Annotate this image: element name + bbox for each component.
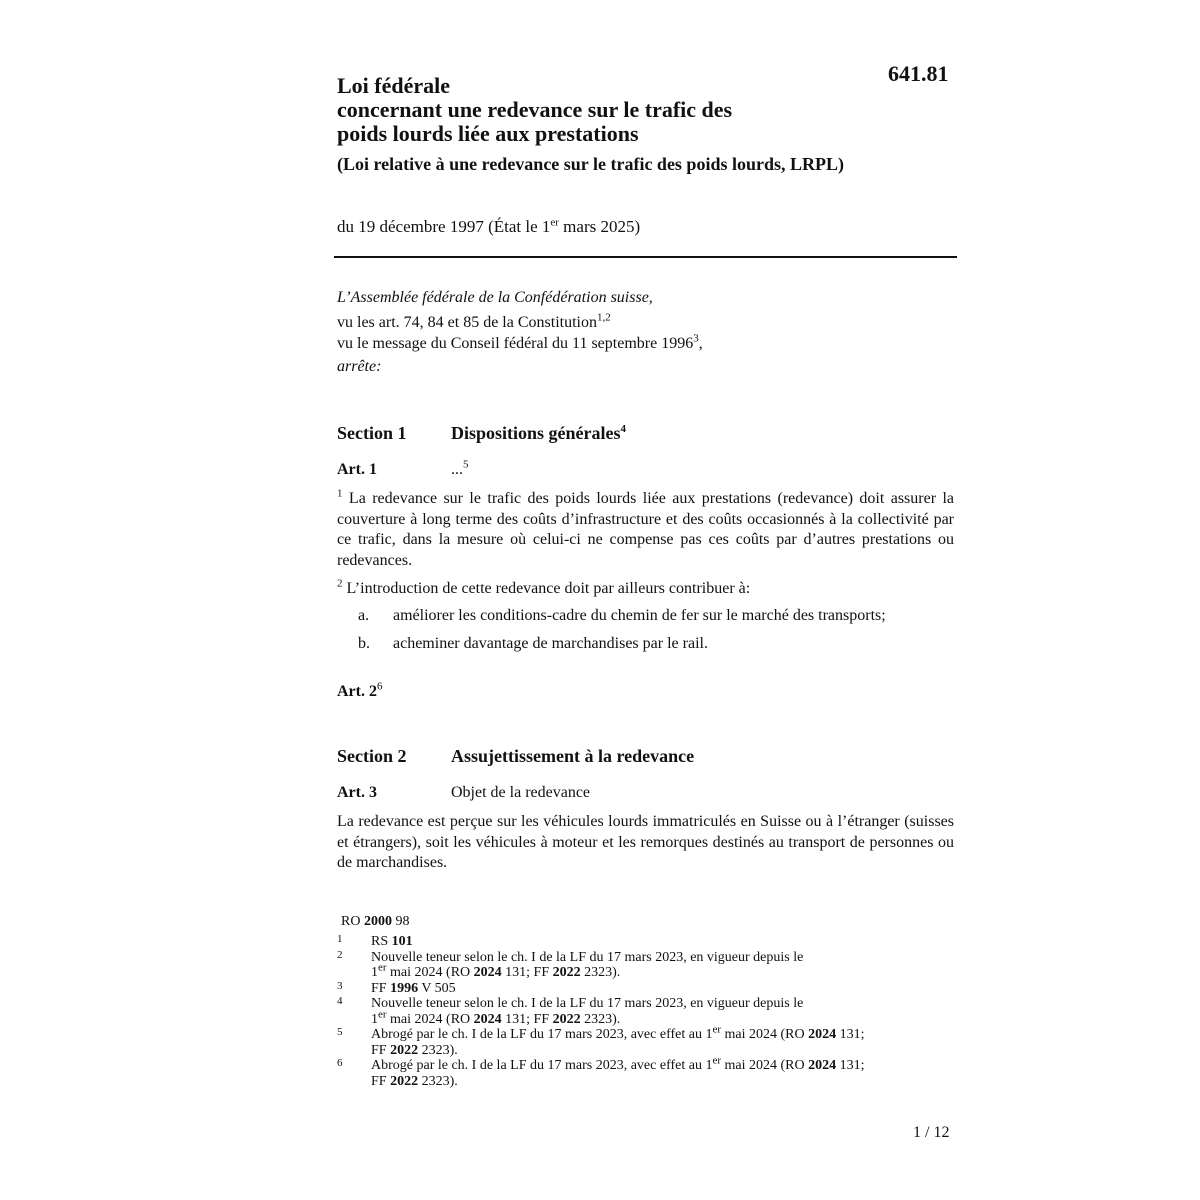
section-title: Assujettissement à la redevance (451, 746, 695, 766)
official-compilation-ref: RO 2000 98 (341, 914, 410, 929)
footnote (337, 1054, 957, 1089)
section-title: Dispositions générales (451, 423, 621, 443)
preamble-decides: arrête: (337, 358, 382, 375)
footnote (337, 981, 957, 997)
footnote-line: RS 101 (371, 934, 413, 949)
header-rule (334, 256, 957, 258)
footnote-line: Nouvelle teneur selon le ch. I de la LF du 17 mars 2023, en vigueur depuis le (371, 996, 804, 1011)
section-label: Section 1 (337, 423, 407, 443)
section-label: Section 2 (337, 746, 407, 766)
list-item: a. améliorer les conditions-cadre du chemin de fer sur le marché des transports; (358, 607, 886, 624)
footnote-number: 4 (337, 995, 343, 1007)
footnote-number: 3 (337, 979, 343, 992)
article-1-paragraph-1: $^1$ La redevance sur le trafic des poids lourds liée aux prestations (redevance) doit assurer la couverture à long terme des coûts d’infrastructure et des coûts occasionnés à la collectivité par ce trafic, dans la mesure où celui-ci ne compense pas ces coûts par d’autres prestations ou redevances. (337, 487, 955, 569)
law-title (337, 74, 732, 146)
footnote-line: Abrogé par le ch. I de la LF du 17 mars 2023, avec effet au 1er mai 2024 (RO 2024 131; (371, 1054, 865, 1073)
preamble-assembly: L’Assemblée fédérale de la Confédération suisse, (337, 289, 653, 306)
law-subtitle: (Loi relative à une redevance sur le trafic des poids lourds, LRPL) (337, 154, 844, 174)
article-title: ... (451, 461, 463, 478)
preamble-constitution: vu les art. 74, 84 et 85 de la Constitution$^{1,2}$ (337, 311, 611, 331)
footnote-line: 1er mai 2024 (RO 2024 131; FF 2022 2323). (371, 961, 621, 980)
footnote-number: 5 (337, 1026, 343, 1038)
law-date: du 19 décembre 1997 (État le 1er mars 2025) (337, 216, 641, 236)
footnote-line: FF 2022 2323). (371, 1042, 458, 1058)
article-3-text: La redevance est perçue sur les véhicules lourds immatriculés en Suisse ou à l’étranger (suisses et étrangers), soit les véhicules à moteur et les remorques destinés au transport de personnes ou de marchandises. (337, 813, 954, 871)
section-2-heading (337, 746, 694, 767)
page-number: 1 / 12 (913, 1124, 950, 1141)
article-label: Art. 2 (337, 683, 377, 700)
footnote-line: FF 1996 V 505 (371, 980, 456, 996)
footnote (337, 996, 957, 1027)
article-title: Objet de la redevance (451, 784, 591, 801)
title-line: poids lourds liée aux prestations (337, 121, 639, 146)
article-label: Art. 1 (337, 461, 377, 478)
footnote-line: FF 2022 2323). (371, 1073, 458, 1089)
preamble-message: vu le message du Conseil fédéral du 11 septembre 1996$^3$, (337, 332, 703, 352)
footnote (337, 1023, 957, 1058)
title-line: Loi fédérale (337, 73, 451, 98)
title-line: concernant une redevance sur le trafic des (337, 97, 733, 122)
footnote (337, 934, 957, 950)
article-1-heading: Art. 1 ...$^5$ (337, 458, 469, 478)
section-1-heading: Section 1 Dispositions générales$^4$ (337, 423, 627, 443)
preamble (337, 287, 703, 377)
footnote-number: 2 (337, 948, 343, 961)
footnote-line: Abrogé par le ch. I de la LF du 17 mars 2023, avec effet au 1er mai 2024 (RO 2024 131; (371, 1023, 865, 1042)
footnote-number: 6 (337, 1057, 343, 1069)
article-2-heading: Art. $2^6$ (337, 680, 383, 700)
footnote-line: 1er mai 2024 (RO 2024 131; FF 2022 2323). (371, 1007, 621, 1027)
footnote-number: 1 (337, 933, 343, 945)
article-1-paragraph-2: $^2$ L’introduction de cette redevance doit par ailleurs contribuer à: (337, 577, 751, 597)
footnotes (337, 934, 957, 1089)
footnote (337, 950, 957, 981)
sr-number: 641.81 (888, 61, 949, 86)
article-label: Art. 3 (337, 784, 377, 801)
footnote-line: Nouvelle teneur selon le ch. I de la LF du 17 mars 2023, en vigueur depuis le (371, 949, 804, 965)
list-item: b. acheminer davantage de marchandises par le rail. (358, 635, 708, 652)
article-3-heading (337, 784, 590, 802)
